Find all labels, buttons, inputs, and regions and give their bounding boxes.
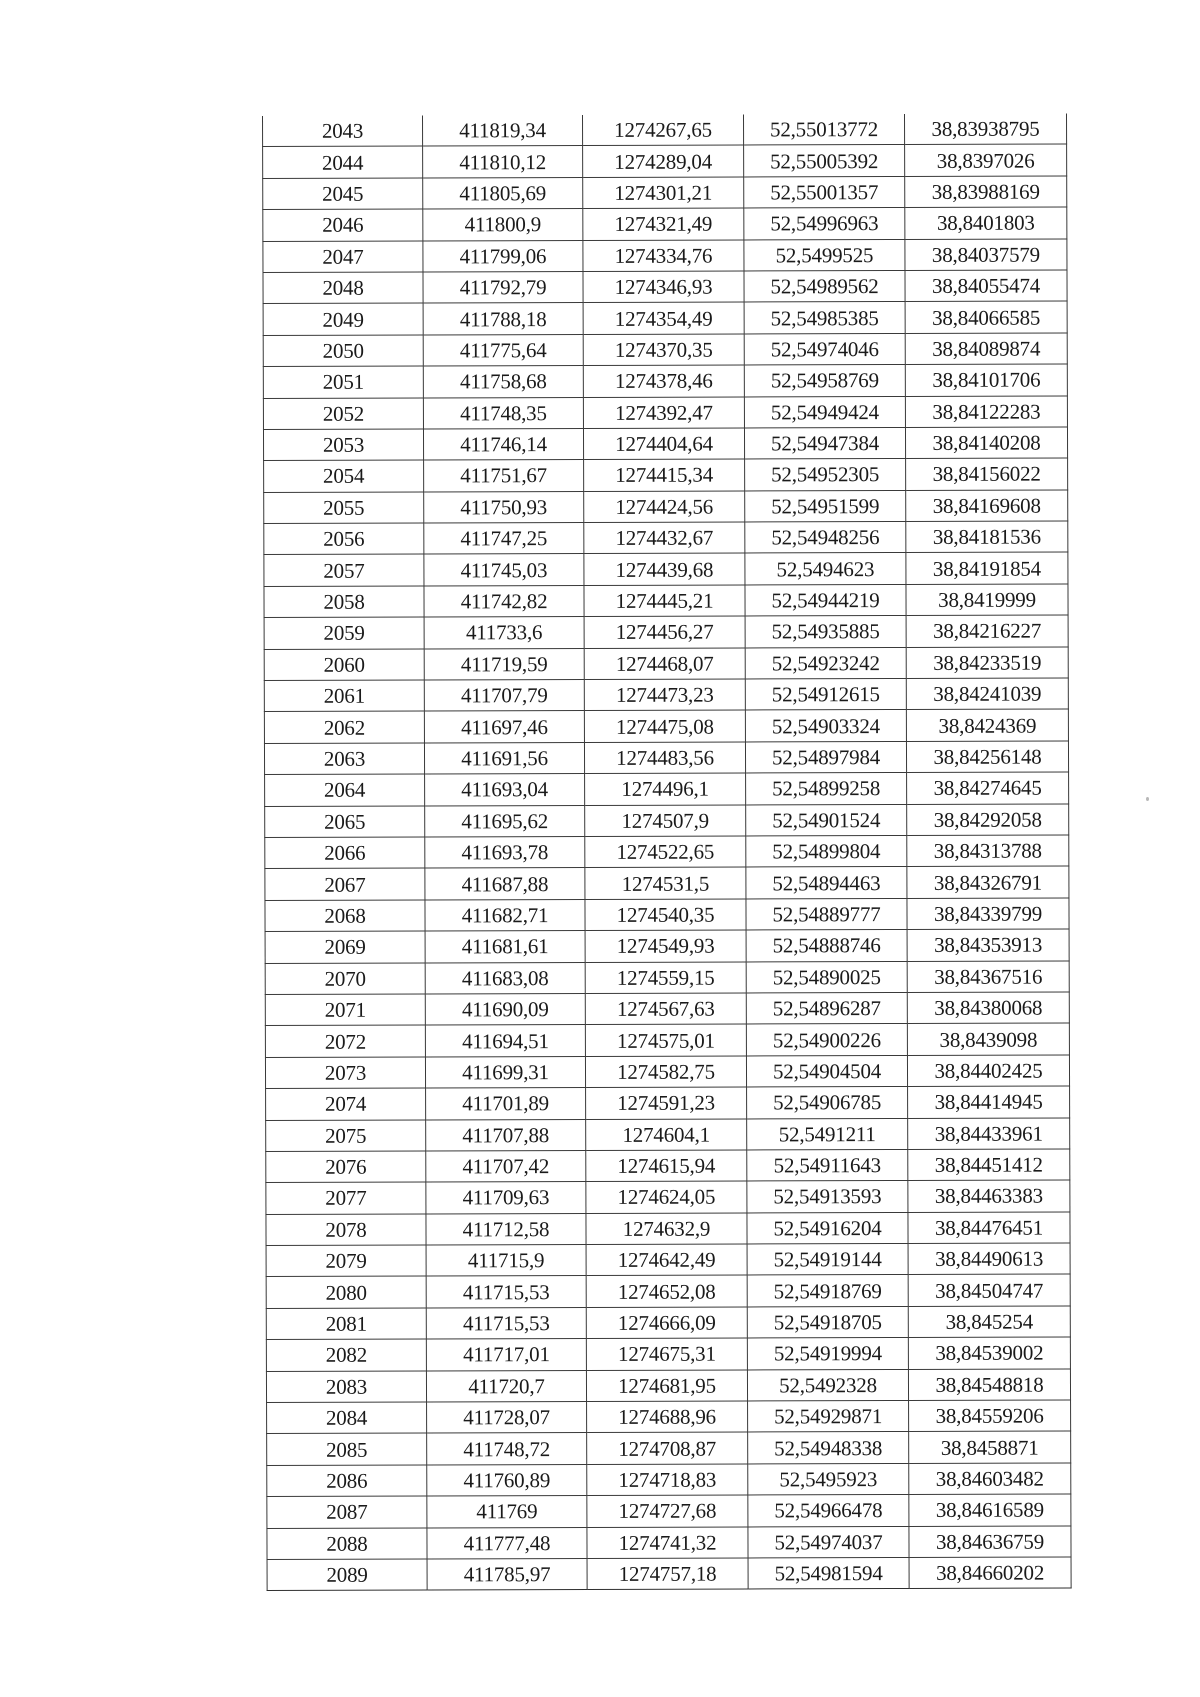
- x-coordinate-cell: 411792,79: [423, 271, 583, 303]
- x-coordinate-cell: 411800,9: [423, 209, 583, 241]
- point-number-cell: 2060: [264, 649, 424, 681]
- y-coordinate-cell: 1274468,07: [584, 648, 745, 680]
- longitude-cell: 38,84256148: [906, 741, 1068, 773]
- table-row: [264, 678, 1068, 712]
- table-row: [263, 113, 1067, 146]
- x-coordinate-cell: 411742,82: [424, 585, 584, 617]
- y-coordinate-cell: 1274688,96: [587, 1401, 748, 1433]
- longitude-cell: 38,8419999: [906, 584, 1068, 616]
- longitude-cell: 38,84539002: [908, 1337, 1070, 1369]
- latitude-cell: 52,54951599: [745, 490, 906, 522]
- table-row: [267, 1400, 1071, 1434]
- longitude-cell: 38,84548818: [908, 1369, 1070, 1401]
- longitude-cell: 38,84191854: [906, 552, 1068, 584]
- table-row: [267, 1463, 1071, 1497]
- y-coordinate-cell: 1274378,46: [583, 365, 744, 397]
- table-row: [263, 239, 1067, 273]
- x-coordinate-cell: 411733,6: [424, 617, 584, 649]
- y-coordinate-cell: 1274392,47: [583, 397, 744, 429]
- point-number-cell: 2080: [266, 1276, 426, 1308]
- longitude-cell: 38,84241039: [906, 678, 1068, 710]
- point-number-cell: 2064: [265, 774, 425, 806]
- y-coordinate-cell: 1274604,1: [586, 1118, 747, 1150]
- table-row: [263, 270, 1067, 304]
- table-row: [264, 552, 1068, 586]
- point-number-cell: 2088: [267, 1528, 427, 1560]
- latitude-cell: 52,54906785: [747, 1087, 908, 1119]
- y-coordinate-cell: 1274652,08: [586, 1275, 747, 1307]
- latitude-cell: 52,54889777: [746, 898, 907, 930]
- longitude-cell: 38,84490613: [908, 1243, 1070, 1275]
- point-number-cell: 2079: [266, 1245, 426, 1277]
- y-coordinate-cell: 1274615,94: [586, 1150, 747, 1182]
- table-row: [265, 866, 1069, 900]
- latitude-cell: 52,5494623: [745, 553, 906, 585]
- point-number-cell: 2073: [265, 1057, 425, 1089]
- y-coordinate-cell: 1274741,32: [587, 1527, 748, 1559]
- longitude-cell: 38,84089874: [905, 333, 1067, 365]
- table-row: [266, 1274, 1070, 1308]
- x-coordinate-cell: 411805,69: [423, 177, 583, 209]
- table-row: [263, 144, 1067, 178]
- latitude-cell: 52,54912615: [745, 679, 906, 711]
- y-coordinate-cell: 1274624,05: [586, 1181, 747, 1213]
- table-row: [264, 741, 1068, 775]
- longitude-cell: 38,845254: [908, 1306, 1070, 1338]
- y-coordinate-cell: 1274559,15: [585, 962, 746, 994]
- longitude-cell: 38,84181536: [906, 521, 1068, 553]
- latitude-cell: 52,54974037: [748, 1526, 909, 1558]
- y-coordinate-cell: 1274540,35: [585, 899, 746, 931]
- latitude-cell: 52,54901524: [746, 804, 907, 836]
- table-row: [263, 427, 1067, 461]
- point-number-cell: 2071: [265, 994, 425, 1026]
- point-number-cell: 2083: [266, 1371, 426, 1403]
- y-coordinate-cell: 1274575,01: [585, 1024, 746, 1056]
- y-coordinate-cell: 1274334,76: [583, 240, 744, 272]
- table-row: [265, 1023, 1069, 1057]
- x-coordinate-cell: 411691,56: [424, 742, 584, 774]
- point-number-cell: 2046: [263, 209, 423, 241]
- y-coordinate-cell: 1274432,67: [584, 522, 745, 554]
- latitude-cell: 52,54903324: [745, 710, 906, 742]
- point-number-cell: 2069: [265, 931, 425, 963]
- y-coordinate-cell: 1274727,68: [587, 1495, 748, 1527]
- longitude-cell: 38,84101706: [905, 364, 1067, 396]
- longitude-cell: 38,84380068: [907, 992, 1069, 1024]
- y-coordinate-cell: 1274549,93: [585, 930, 746, 962]
- longitude-cell: 38,84504747: [908, 1274, 1070, 1306]
- table-row: [267, 1431, 1071, 1465]
- x-coordinate-cell: 411751,67: [424, 460, 584, 492]
- longitude-cell: 38,84451412: [908, 1149, 1070, 1181]
- latitude-cell: 52,54981594: [748, 1557, 909, 1589]
- x-coordinate-cell: 411693,04: [425, 774, 585, 806]
- longitude-cell: 38,84292058: [907, 804, 1069, 836]
- latitude-cell: 52,54952305: [745, 459, 906, 491]
- y-coordinate-cell: 1274370,35: [583, 334, 744, 366]
- latitude-cell: 52,54948256: [745, 522, 906, 554]
- x-coordinate-cell: 411715,53: [426, 1276, 586, 1308]
- point-number-cell: 2054: [264, 460, 424, 492]
- x-coordinate-cell: 411785,97: [427, 1558, 587, 1590]
- table-row: [264, 584, 1068, 618]
- x-coordinate-cell: 411690,09: [425, 993, 585, 1025]
- y-coordinate-cell: 1274415,34: [584, 459, 745, 491]
- latitude-cell: 52,5491211: [747, 1118, 908, 1150]
- x-coordinate-cell: 411750,93: [424, 491, 584, 523]
- longitude-cell: 38,83938795: [904, 113, 1066, 144]
- latitude-cell: 52,54958769: [744, 365, 905, 397]
- x-coordinate-cell: 411728,07: [427, 1402, 587, 1434]
- y-coordinate-cell: 1274708,87: [587, 1432, 748, 1464]
- table-row: [266, 1086, 1070, 1120]
- point-number-cell: 2047: [263, 241, 423, 273]
- table-row: [265, 961, 1069, 995]
- point-number-cell: 2058: [264, 586, 424, 618]
- table-row: [266, 1180, 1070, 1214]
- latitude-cell: 52,54904504: [746, 1055, 907, 1087]
- point-number-cell: 2063: [264, 743, 424, 775]
- table-row: [266, 1212, 1070, 1246]
- x-coordinate-cell: 411707,42: [426, 1150, 586, 1182]
- latitude-cell: 52,54919144: [747, 1244, 908, 1276]
- x-coordinate-cell: 411769: [427, 1496, 587, 1528]
- point-number-cell: 2062: [264, 711, 424, 743]
- table-row: [263, 333, 1067, 367]
- longitude-cell: 38,8424369: [906, 709, 1068, 741]
- point-number-cell: 2082: [266, 1339, 426, 1371]
- table-row: [266, 1117, 1070, 1151]
- table-row: [266, 1306, 1070, 1340]
- latitude-cell: 52,54966478: [748, 1495, 909, 1527]
- point-number-cell: 2077: [266, 1182, 426, 1214]
- y-coordinate-cell: 1274522,65: [585, 836, 746, 868]
- x-coordinate-cell: 411715,9: [426, 1245, 586, 1277]
- y-coordinate-cell: 1274289,04: [583, 145, 744, 177]
- y-coordinate-cell: 1274267,65: [582, 114, 743, 145]
- x-coordinate-cell: 411775,64: [423, 334, 583, 366]
- longitude-cell: 38,84156022: [906, 458, 1068, 490]
- point-number-cell: 2052: [263, 398, 423, 430]
- point-number-cell: 2074: [266, 1088, 426, 1120]
- x-coordinate-cell: 411683,08: [425, 962, 585, 994]
- table-row: [267, 1494, 1071, 1528]
- point-number-cell: 2089: [267, 1559, 427, 1591]
- latitude-cell: 52,54949424: [744, 396, 905, 428]
- x-coordinate-cell: 411747,25: [424, 523, 584, 555]
- latitude-cell: 52,54918705: [747, 1306, 908, 1338]
- latitude-cell: 52,54899258: [746, 773, 907, 805]
- y-coordinate-cell: 1274354,49: [583, 302, 744, 334]
- x-coordinate-cell: 411707,79: [424, 680, 584, 712]
- longitude-cell: 38,84216227: [906, 615, 1068, 647]
- longitude-cell: 38,84367516: [907, 961, 1069, 993]
- y-coordinate-cell: 1274456,27: [584, 616, 745, 648]
- longitude-cell: 38,84660202: [909, 1557, 1071, 1589]
- y-coordinate-cell: 1274321,49: [583, 208, 744, 240]
- longitude-cell: 38,8458871: [909, 1431, 1071, 1463]
- latitude-cell: 52,54900226: [746, 1024, 907, 1056]
- table-row: [265, 898, 1069, 932]
- table-row: [264, 647, 1068, 681]
- x-coordinate-cell: 411788,18: [423, 303, 583, 335]
- point-number-cell: 2067: [265, 868, 425, 900]
- x-coordinate-cell: 411709,63: [426, 1182, 586, 1214]
- x-coordinate-cell: 411694,51: [425, 1025, 585, 1057]
- point-number-cell: 2051: [263, 366, 423, 398]
- point-number-cell: 2085: [267, 1433, 427, 1465]
- point-number-cell: 2086: [267, 1465, 427, 1497]
- longitude-cell: 38,8439098: [907, 1023, 1069, 1055]
- table-row: [265, 772, 1069, 806]
- table-row: [264, 709, 1068, 743]
- latitude-cell: 52,54896287: [746, 992, 907, 1024]
- x-coordinate-cell: 411777,48: [427, 1527, 587, 1559]
- point-number-cell: 2087: [267, 1496, 427, 1528]
- point-number-cell: 2057: [264, 554, 424, 586]
- point-number-cell: 2065: [265, 806, 425, 838]
- longitude-cell: 38,84476451: [908, 1212, 1070, 1244]
- point-number-cell: 2084: [267, 1402, 427, 1434]
- latitude-cell: 52,55013772: [743, 114, 904, 145]
- y-coordinate-cell: 1274475,08: [584, 710, 745, 742]
- latitude-cell: 52,54929871: [748, 1400, 909, 1432]
- point-number-cell: 2049: [263, 303, 423, 335]
- table-row: [266, 1149, 1070, 1183]
- longitude-cell: 38,84233519: [906, 647, 1068, 679]
- longitude-cell: 38,84037579: [905, 239, 1067, 271]
- latitude-cell: 52,54923242: [745, 647, 906, 679]
- x-coordinate-cell: 411758,68: [423, 366, 583, 398]
- latitude-cell: 52,55001357: [744, 176, 905, 208]
- y-coordinate-cell: 1274757,18: [587, 1558, 748, 1590]
- x-coordinate-cell: 411745,03: [424, 554, 584, 586]
- table-row: [264, 458, 1068, 492]
- point-number-cell: 2066: [265, 837, 425, 869]
- table-row: [264, 490, 1068, 524]
- latitude-cell: 52,5492328: [747, 1369, 908, 1401]
- x-coordinate-cell: 411687,88: [425, 868, 585, 900]
- table-row: [263, 207, 1067, 241]
- table-row: [265, 992, 1069, 1026]
- y-coordinate-cell: 1274439,68: [584, 553, 745, 585]
- table-row: [265, 929, 1069, 963]
- latitude-cell: 52,54918769: [747, 1275, 908, 1307]
- table-row: [263, 395, 1067, 429]
- latitude-cell: 52,54916204: [747, 1212, 908, 1244]
- y-coordinate-cell: 1274483,56: [584, 742, 745, 774]
- longitude-cell: 38,84055474: [905, 270, 1067, 302]
- y-coordinate-cell: 1274675,31: [586, 1338, 747, 1370]
- table-row: [265, 835, 1069, 869]
- latitude-cell: 52,54919994: [747, 1338, 908, 1370]
- longitude-cell: 38,84636759: [909, 1526, 1071, 1558]
- longitude-cell: 38,84414945: [908, 1086, 1070, 1118]
- x-coordinate-cell: 411697,46: [424, 711, 584, 743]
- table-row: [266, 1337, 1070, 1371]
- latitude-cell: 52,54948338: [748, 1432, 909, 1464]
- x-coordinate-cell: 411720,7: [426, 1370, 586, 1402]
- point-number-cell: 2044: [263, 146, 423, 178]
- y-coordinate-cell: 1274301,21: [583, 177, 744, 209]
- longitude-cell: 38,84326791: [907, 866, 1069, 898]
- latitude-cell: 52,54897984: [745, 741, 906, 773]
- table-row: [265, 1055, 1069, 1089]
- longitude-cell: 38,84603482: [909, 1463, 1071, 1495]
- y-coordinate-cell: 1274681,95: [586, 1370, 747, 1402]
- latitude-cell: 52,54996963: [744, 208, 905, 240]
- y-coordinate-cell: 1274582,75: [585, 1056, 746, 1088]
- latitude-cell: 52,5495923: [748, 1463, 909, 1495]
- latitude-cell: 52,54913593: [747, 1181, 908, 1213]
- point-number-cell: 2076: [266, 1151, 426, 1183]
- table-row: [266, 1243, 1070, 1277]
- point-number-cell: 2045: [263, 178, 423, 210]
- table-row: [267, 1526, 1071, 1560]
- point-number-cell: 2048: [263, 272, 423, 304]
- y-coordinate-cell: 1274424,56: [584, 491, 745, 523]
- point-number-cell: 2050: [263, 335, 423, 367]
- x-coordinate-cell: 411819,34: [422, 115, 582, 146]
- latitude-cell: 52,54894463: [746, 867, 907, 899]
- longitude-cell: 38,84066585: [905, 301, 1067, 333]
- coordinates-table-body: [263, 113, 1072, 1590]
- point-number-cell: 2075: [266, 1119, 426, 1151]
- point-number-cell: 2056: [264, 523, 424, 555]
- point-number-cell: 2081: [266, 1308, 426, 1340]
- latitude-cell: 52,54899804: [746, 835, 907, 867]
- y-coordinate-cell: 1274718,83: [587, 1464, 748, 1496]
- table-row: [263, 176, 1067, 210]
- x-coordinate-cell: 411748,72: [427, 1433, 587, 1465]
- longitude-cell: 38,8401803: [905, 207, 1067, 239]
- longitude-cell: 38,84616589: [909, 1494, 1071, 1526]
- table-row: [264, 615, 1068, 649]
- point-number-cell: 2053: [263, 429, 423, 461]
- point-number-cell: 2059: [264, 617, 424, 649]
- y-coordinate-cell: 1274346,93: [583, 271, 744, 303]
- latitude-cell: 52,54890025: [746, 961, 907, 993]
- coordinates-table: [262, 113, 1072, 1591]
- longitude-cell: 38,84463383: [908, 1180, 1070, 1212]
- longitude-cell: 38,84559206: [909, 1400, 1071, 1432]
- point-number-cell: 2072: [265, 1025, 425, 1057]
- table-row: [265, 804, 1069, 838]
- latitude-cell: 52,54974046: [744, 333, 905, 365]
- y-coordinate-cell: 1274531,5: [585, 867, 746, 899]
- y-coordinate-cell: 1274507,9: [585, 805, 746, 837]
- x-coordinate-cell: 411693,78: [425, 836, 585, 868]
- x-coordinate-cell: 411715,53: [426, 1307, 586, 1339]
- point-number-cell: 2070: [265, 963, 425, 995]
- x-coordinate-cell: 411682,71: [425, 899, 585, 931]
- latitude-cell: 52,55005392: [744, 145, 905, 177]
- longitude-cell: 38,83988169: [905, 176, 1067, 208]
- longitude-cell: 38,84402425: [907, 1055, 1069, 1087]
- longitude-cell: 38,84122283: [905, 395, 1067, 427]
- y-coordinate-cell: 1274567,63: [585, 993, 746, 1025]
- point-number-cell: 2078: [266, 1214, 426, 1246]
- y-coordinate-cell: 1274642,49: [586, 1244, 747, 1276]
- longitude-cell: 38,84339799: [907, 898, 1069, 930]
- x-coordinate-cell: 411746,14: [423, 428, 583, 460]
- y-coordinate-cell: 1274591,23: [586, 1087, 747, 1119]
- x-coordinate-cell: 411719,59: [424, 648, 584, 680]
- y-coordinate-cell: 1274666,09: [586, 1307, 747, 1339]
- table-row: [263, 364, 1067, 398]
- y-coordinate-cell: 1274473,23: [584, 679, 745, 711]
- longitude-cell: 38,84274645: [907, 772, 1069, 804]
- y-coordinate-cell: 1274404,64: [583, 428, 744, 460]
- latitude-cell: 52,54989562: [744, 270, 905, 302]
- point-number-cell: 2055: [264, 492, 424, 524]
- latitude-cell: 52,54944219: [745, 584, 906, 616]
- longitude-cell: 38,84313788: [907, 835, 1069, 867]
- x-coordinate-cell: 411695,62: [425, 805, 585, 837]
- longitude-cell: 38,84353913: [907, 929, 1069, 961]
- table-row: [263, 301, 1067, 335]
- x-coordinate-cell: 411717,01: [426, 1339, 586, 1371]
- x-coordinate-cell: 411681,61: [425, 931, 585, 963]
- x-coordinate-cell: 411760,89: [427, 1464, 587, 1496]
- x-coordinate-cell: 411701,89: [426, 1088, 586, 1120]
- longitude-cell: 38,8397026: [905, 144, 1067, 176]
- x-coordinate-cell: 411707,88: [426, 1119, 586, 1151]
- x-coordinate-cell: 411810,12: [423, 146, 583, 178]
- y-coordinate-cell: 1274632,9: [586, 1213, 747, 1245]
- table-row: [266, 1369, 1070, 1403]
- table-row: [267, 1557, 1071, 1591]
- longitude-cell: 38,84140208: [905, 427, 1067, 459]
- point-number-cell: 2043: [263, 115, 423, 146]
- longitude-cell: 38,84169608: [906, 490, 1068, 522]
- point-number-cell: 2061: [264, 680, 424, 712]
- y-coordinate-cell: 1274496,1: [585, 773, 746, 805]
- latitude-cell: 52,54935885: [745, 616, 906, 648]
- longitude-cell: 38,84433961: [908, 1117, 1070, 1149]
- x-coordinate-cell: 411712,58: [426, 1213, 586, 1245]
- point-number-cell: 2068: [265, 900, 425, 932]
- table-row: [264, 521, 1068, 555]
- latitude-cell: 52,5499525: [744, 239, 905, 271]
- x-coordinate-cell: 411748,35: [423, 397, 583, 429]
- x-coordinate-cell: 411699,31: [425, 1056, 585, 1088]
- latitude-cell: 52,54911643: [747, 1149, 908, 1181]
- latitude-cell: 52,54947384: [744, 427, 905, 459]
- scan-speck: [1146, 797, 1149, 801]
- x-coordinate-cell: 411799,06: [423, 240, 583, 272]
- y-coordinate-cell: 1274445,21: [584, 585, 745, 617]
- latitude-cell: 52,54985385: [744, 302, 905, 334]
- latitude-cell: 52,54888746: [746, 930, 907, 962]
